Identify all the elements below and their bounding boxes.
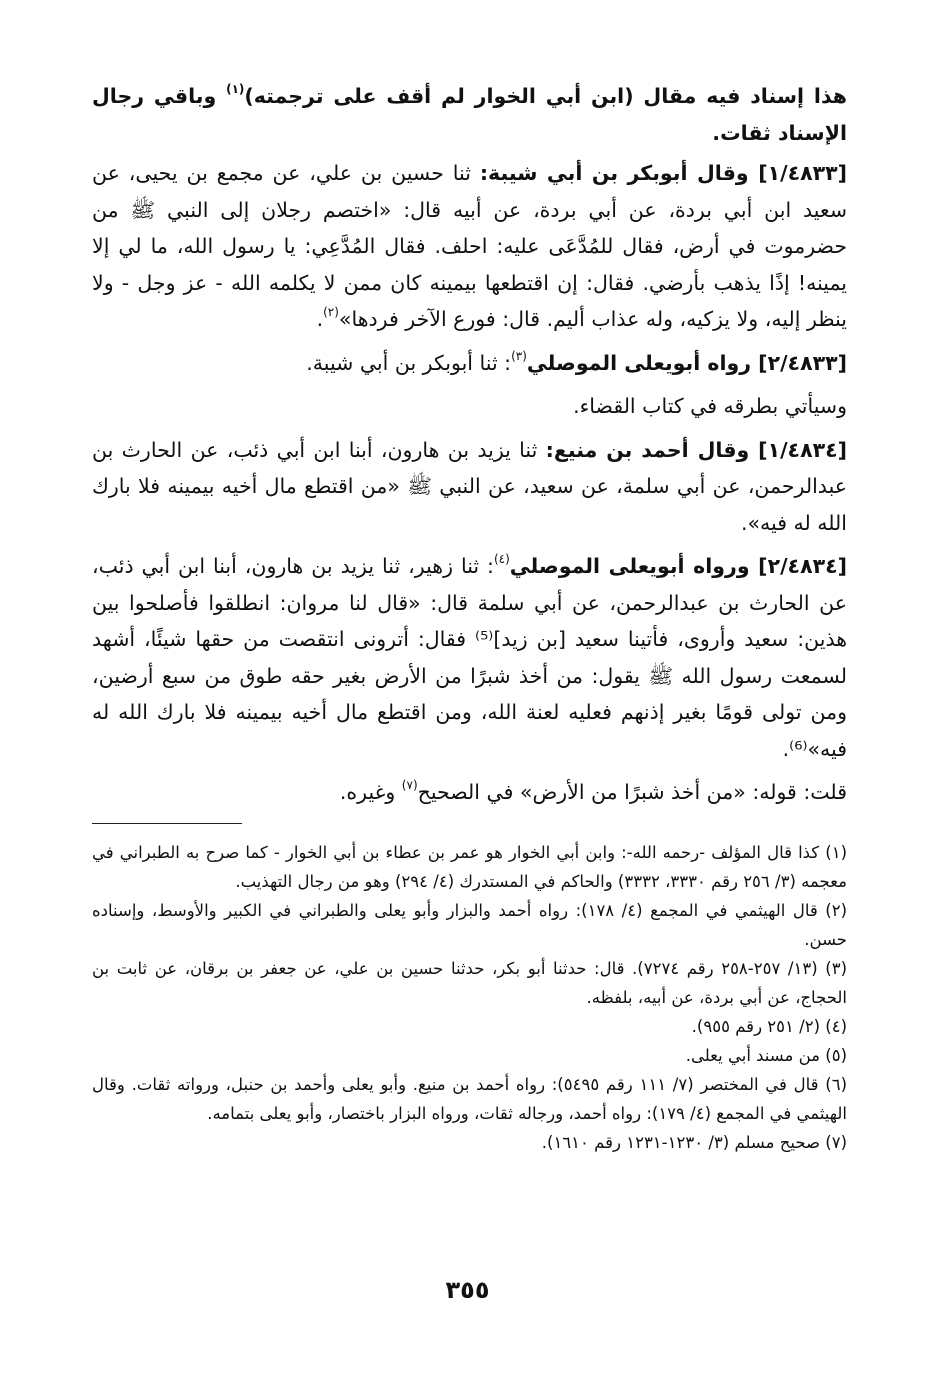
paragraph-3	[92, 345, 847, 382]
footnote-4: (٤) (٢/ ٢٥١ رقم ٩٥٥).	[691, 1016, 847, 1036]
paragraph-6-tail: : ثنا زهير، ثنا يزيد بن هارون، أبنا ابن أبي ذئب، عن الحارث بن عبدالرحمن، عن أبي سلمة قال: «قال لنا مروان: انطلقوا فأصلحوا بين هذين: سعيد وأروى، فأتينا سعيد [بن زيد]⁽⁵⁾ فقال: أترونى انتقصت من حقها شيئًا، أشهد لسمعت رسول الله ﷺ يقول: من أخذ شبرًا من الأرض بغير حقه طوق من سبع أرضين، ومن تولى قومًا بغير إذنهم فعليه لعنة الله، ومن اقتطع مال أخيه بيمينه فلا بارك الله له فيه»⁽⁶⁾.	[92, 554, 848, 761]
paragraph-2-lead: [١/٤٨٣٣] وقال أبوبكر بن أبي شيبة:	[479, 161, 848, 185]
footnotes	[92, 838, 847, 1157]
footnote-6: (٦) قال في المختصر (٧/ ١١١ رقم ٥٤٩٥): رواه أحمد بن منيع. وأبو يعلى وأحمد بن حنبل، ورواته ثقات. وقال الهيثمي في المجمع (٤/ ١٧٩): رواه أحمد، ورجاله ثقات، ورواه البزار باختصار، وأبو يعلى بتمامه.	[92, 1074, 847, 1123]
paragraph-1-tail: وباقي رجال الإسناد ثقات.	[92, 84, 847, 145]
footnote-ref-2: (٢)	[323, 305, 339, 320]
paragraph-6-lead: [٢/٤٨٣٤] ورواه أبويعلى الموصلي	[509, 554, 847, 578]
footnote-5: (٥) من مسند أبي يعلى.	[685, 1045, 847, 1065]
footnote-ref-7: (٧)	[401, 778, 418, 793]
paragraph-1	[92, 78, 847, 151]
paragraph-2-tail: .	[316, 307, 324, 331]
paragraph-4	[92, 388, 847, 425]
paragraph-3-lead: [٢/٤٨٣٣] رواه أبويعلى الموصلي	[526, 350, 847, 375]
footnote-1: (١) كذا قال المؤلف -رحمه الله-: وابن أبي الخوار هو عمر بن عطاء بن أبي الخوار - كما صرح به الطبراني في معجمه (٣/ ٢٥٦ رقم ٣٣٣٠، ٣٣٣٢) والحاكم في المستدرك (٤/ ٢٩٤) وهو من رجال التهذيب.	[92, 842, 847, 891]
paragraph-5-text: ثنا يزيد بن هارون، أبنا ابن أبي ذئب، عن الحارث بن عبدالرحمن، عن أبي سلمة، عن سعيد، عن النبي ﷺ «من اقتطع مال أخيه بيمينه فلا بارك الله له فيه».	[92, 437, 847, 535]
paragraph-7	[92, 774, 847, 811]
page-number: ٣٥٥	[445, 1276, 490, 1304]
paragraph-7-text: قلت: قوله: «من أخذ شبرًا من الأرض» في الصحيح	[417, 780, 847, 804]
main-text	[92, 78, 847, 811]
paragraph-5	[92, 432, 847, 542]
footnote-separator	[92, 823, 242, 824]
footnote-7: (٧) صحيح مسلم (٣/ ١٢٣٠-١٢٣١ رقم ١٦١٠).	[541, 1132, 847, 1152]
paragraph-2-text: ثنا حسين بن علي، عن مجمع بن يحيى، عن سعيد ابن أبي بردة، عن أبي بردة، عن أبيه قال: «اختصم رجلان إلى النبي ﷺ من حضرموت في أرض، فقال للمُدَّعَى عليه: احلف. فقال المُدَّعِي: يا رسول الله، ما لي إلا يمينه! إذًا يذهب بأرضي. فقال: إن اقتطعها بيمينه كان ممن لا يكلمه الله - عز وجل - ولا ينظر إليه، ولا يزكيه، وله عذاب أليم. قال: فورع الآخر فردها»	[92, 161, 847, 331]
footnote-2: (٢) قال الهيثمي في المجمع (٤/ ١٧٨): رواه أحمد والبزار وأبو يعلى والطبراني في الكبير والأوسط، وإسناده حسن.	[92, 900, 847, 949]
paragraph-7-tail: وغيره.	[339, 780, 402, 804]
paragraph-1-text: هذا إسناد فيه مقال (ابن أبي الخوار لم أقف على ترجمته)	[244, 84, 848, 108]
footnote-ref-3: (٣)	[511, 348, 527, 363]
paragraph-5-lead: [١/٤٨٣٤] وقال أحمد بن منيع:	[545, 437, 847, 462]
paragraph-2	[92, 155, 847, 338]
paragraph-6	[92, 548, 847, 767]
footnote-3: (٣) (١٣/ ٢٥٧-٢٥٨ رقم ٧٢٧٤). قال: حدثنا أبو بكر، حدثنا حسين بن علي، عن جعفر بن برقان، عن ثابت بن الحجاج، عن أبي بردة، عن أبيه، بلفظه.	[92, 958, 847, 1007]
paragraph-4-text: وسيأتي بطرقه في كتاب القضاء.	[573, 394, 847, 418]
paragraph-3-tail: : ثنا أبوبكر بن أبي شيبة.	[306, 350, 512, 375]
footnote-ref-4: (٤)	[493, 552, 510, 567]
footnote-ref-1: (١)	[226, 82, 245, 97]
